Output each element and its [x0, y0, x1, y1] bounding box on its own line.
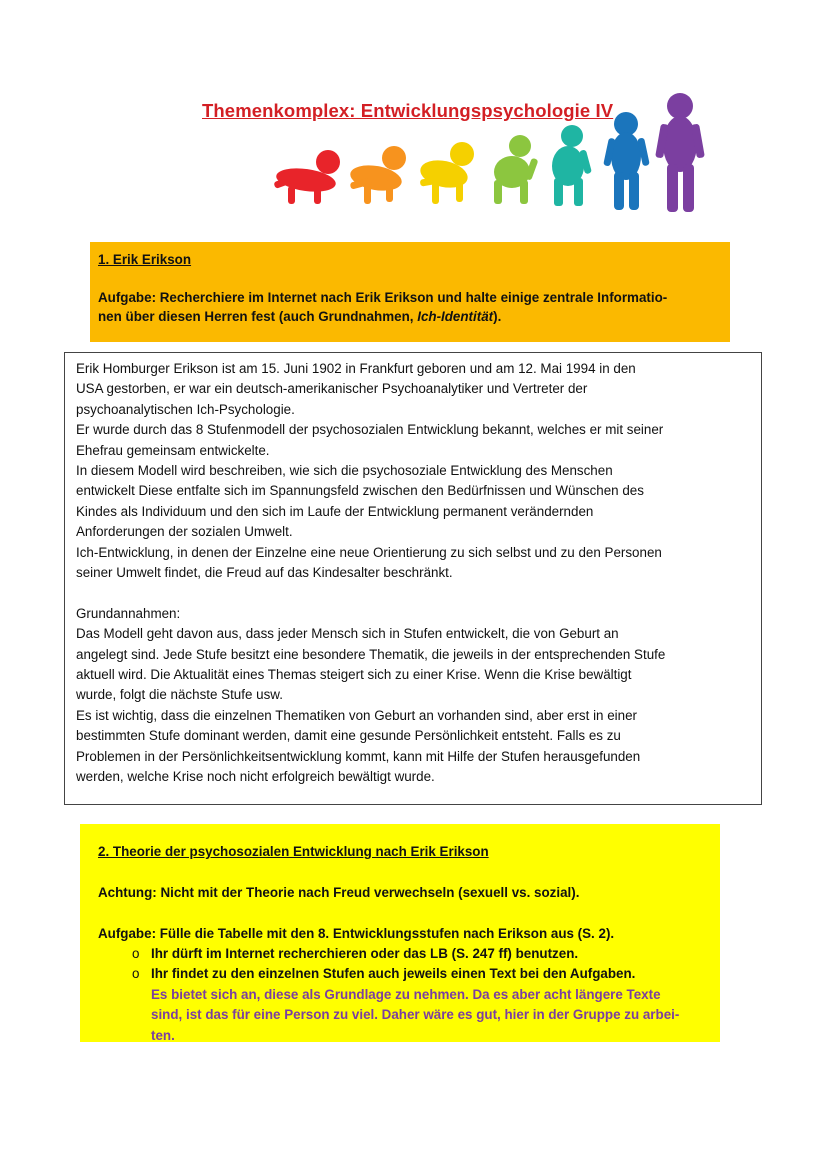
- baby-red-icon: [273, 150, 340, 204]
- answer-line: Es ist wichtig, dass die einzelnen Thematiken von Geburt an vorhanden sind, aber erst in einer: [76, 707, 637, 723]
- bullet-icon: o: [132, 946, 140, 961]
- section-heading: 1. Erik Erikson: [98, 252, 192, 267]
- answer-line: Das Modell geht davon aus, dass jeder Mensch sich in Stufen entwickelt, die von Geburt an: [76, 626, 619, 642]
- answer-line: wurde, folgt die nächste Stufe usw.: [76, 687, 283, 703]
- child-purple-icon: [655, 93, 705, 212]
- answer-line: Anforderungen der sozialen Umwelt.: [76, 524, 293, 540]
- baby-yellow-icon: [418, 142, 474, 204]
- task-bullet-list: [98, 944, 710, 1046]
- hint-line: ten.: [151, 1027, 175, 1043]
- section-heading: 2. Theorie der psychosozialen Entwicklung nach Erik Erikson: [98, 844, 489, 859]
- answer-text-box: [64, 352, 762, 805]
- section-theory-task-box: [80, 824, 720, 1042]
- answer-line: Er wurde durch das 8 Stufenmodell der psychosozialen Entwicklung bekannt, welches er mit seiner: [76, 422, 664, 438]
- bullet-icon: o: [132, 966, 140, 982]
- answer-line: USA gestorben, er war ein deutsch-amerikanischer Psychoanalytiker und Vertreter der: [76, 381, 588, 397]
- section-erikson-task-box: [90, 242, 730, 342]
- task-text: Aufgabe: Fülle die Tabelle mit den 8. Entwicklungsstufen nach Erikson aus (S. 2).: [98, 925, 615, 941]
- answer-line: Ehefrau gemeinsam entwickelte.: [76, 442, 270, 458]
- answer-line: Kindes als Individuum und den sich im Laufe der Entwicklung permanent verändernden: [76, 503, 594, 519]
- answer-line: seiner Umwelt findet, die Freud auf das Kindesalter beschränkt.: [76, 565, 453, 581]
- answer-line: psychoanalytischen Ich-Psychologie.: [76, 401, 295, 417]
- warning-text: Achtung: Nicht mit der Theorie nach Freud verwechseln (sexuell vs. sozial).: [98, 884, 580, 900]
- children-development-image: [266, 92, 716, 232]
- baby-blue-icon: [603, 112, 650, 210]
- answer-line: angelegt sind. Jede Stufe besitzt eine besondere Thematik, die jeweils in der entsprechenden Stufe: [76, 646, 666, 662]
- answer-line: Ich-Entwicklung, in denen der Einzelne eine neue Orientierung zu sich selbst und zu den Personen: [76, 544, 662, 560]
- baby-orange-icon: [348, 146, 406, 204]
- answer-line: bestimmten Stufe dominant werden, damit eine gesunde Persönlichkeit entsteht. Falls es zu: [76, 728, 621, 744]
- task-text: Aufgabe: Recherchiere im Internet nach Erik Erikson und halte einige zentrale Informatio- nen über diesen Herren fest (auch Grundnahmen, Ich-Identität).: [98, 290, 668, 324]
- baby-teal-icon: [552, 125, 592, 206]
- list-item: o Ihr findet zu den einzelnen Stufen auch jeweils einen Text bei den Aufgaben. Es bietet sich an, diese als Grundlage zu nehmen. Da es aber acht längere Texte sind, ist das für eine Person zu viel. Daher wäre es gut, hier in der Gruppe zu arbei- ten.: [132, 966, 680, 1043]
- baby-green-icon: [494, 135, 539, 204]
- assumptions-heading: Grundannahmen:: [76, 605, 181, 621]
- answer-line: aktuell wird. Die Aktualität eines Themas steigert sich zu einer Krise. Wenn die Krise bewältigt: [76, 667, 632, 683]
- answer-line: entwickelt Diese entfalte sich im Spannungsfeld zwischen den Bedürfnissen und Wünschen des: [76, 483, 644, 499]
- hint-line: sind, ist das für eine Person zu viel. Daher wäre es gut, hier in der Gruppe zu arbei-: [151, 1007, 680, 1023]
- list-item: o Ihr dürft im Internet recherchieren oder das LB (S. 247 ff) benutzen.: [132, 944, 710, 964]
- answer-line: werden, welche Krise noch nicht erfolgreich bewältigt wurde.: [76, 769, 435, 785]
- page-title: Themenkomplex: Entwicklungspsychologie IV: [202, 100, 614, 121]
- answer-line: In diesem Modell wird beschreiben, wie sich die psychosoziale Entwicklung des Menschen: [76, 463, 613, 479]
- hint-line: Es bietet sich an, diese als Grundlage zu nehmen. Da es aber acht längere Texte: [151, 986, 661, 1002]
- answer-line: Problemen in der Persönlichkeitsentwicklung kommt, kann mit Hilfe der Stufen herausgefunden: [76, 748, 641, 764]
- answer-line: Erik Homburger Erikson ist am 15. Juni 1902 in Frankfurt geboren und am 12. Mai 1994 in den: [76, 361, 636, 376]
